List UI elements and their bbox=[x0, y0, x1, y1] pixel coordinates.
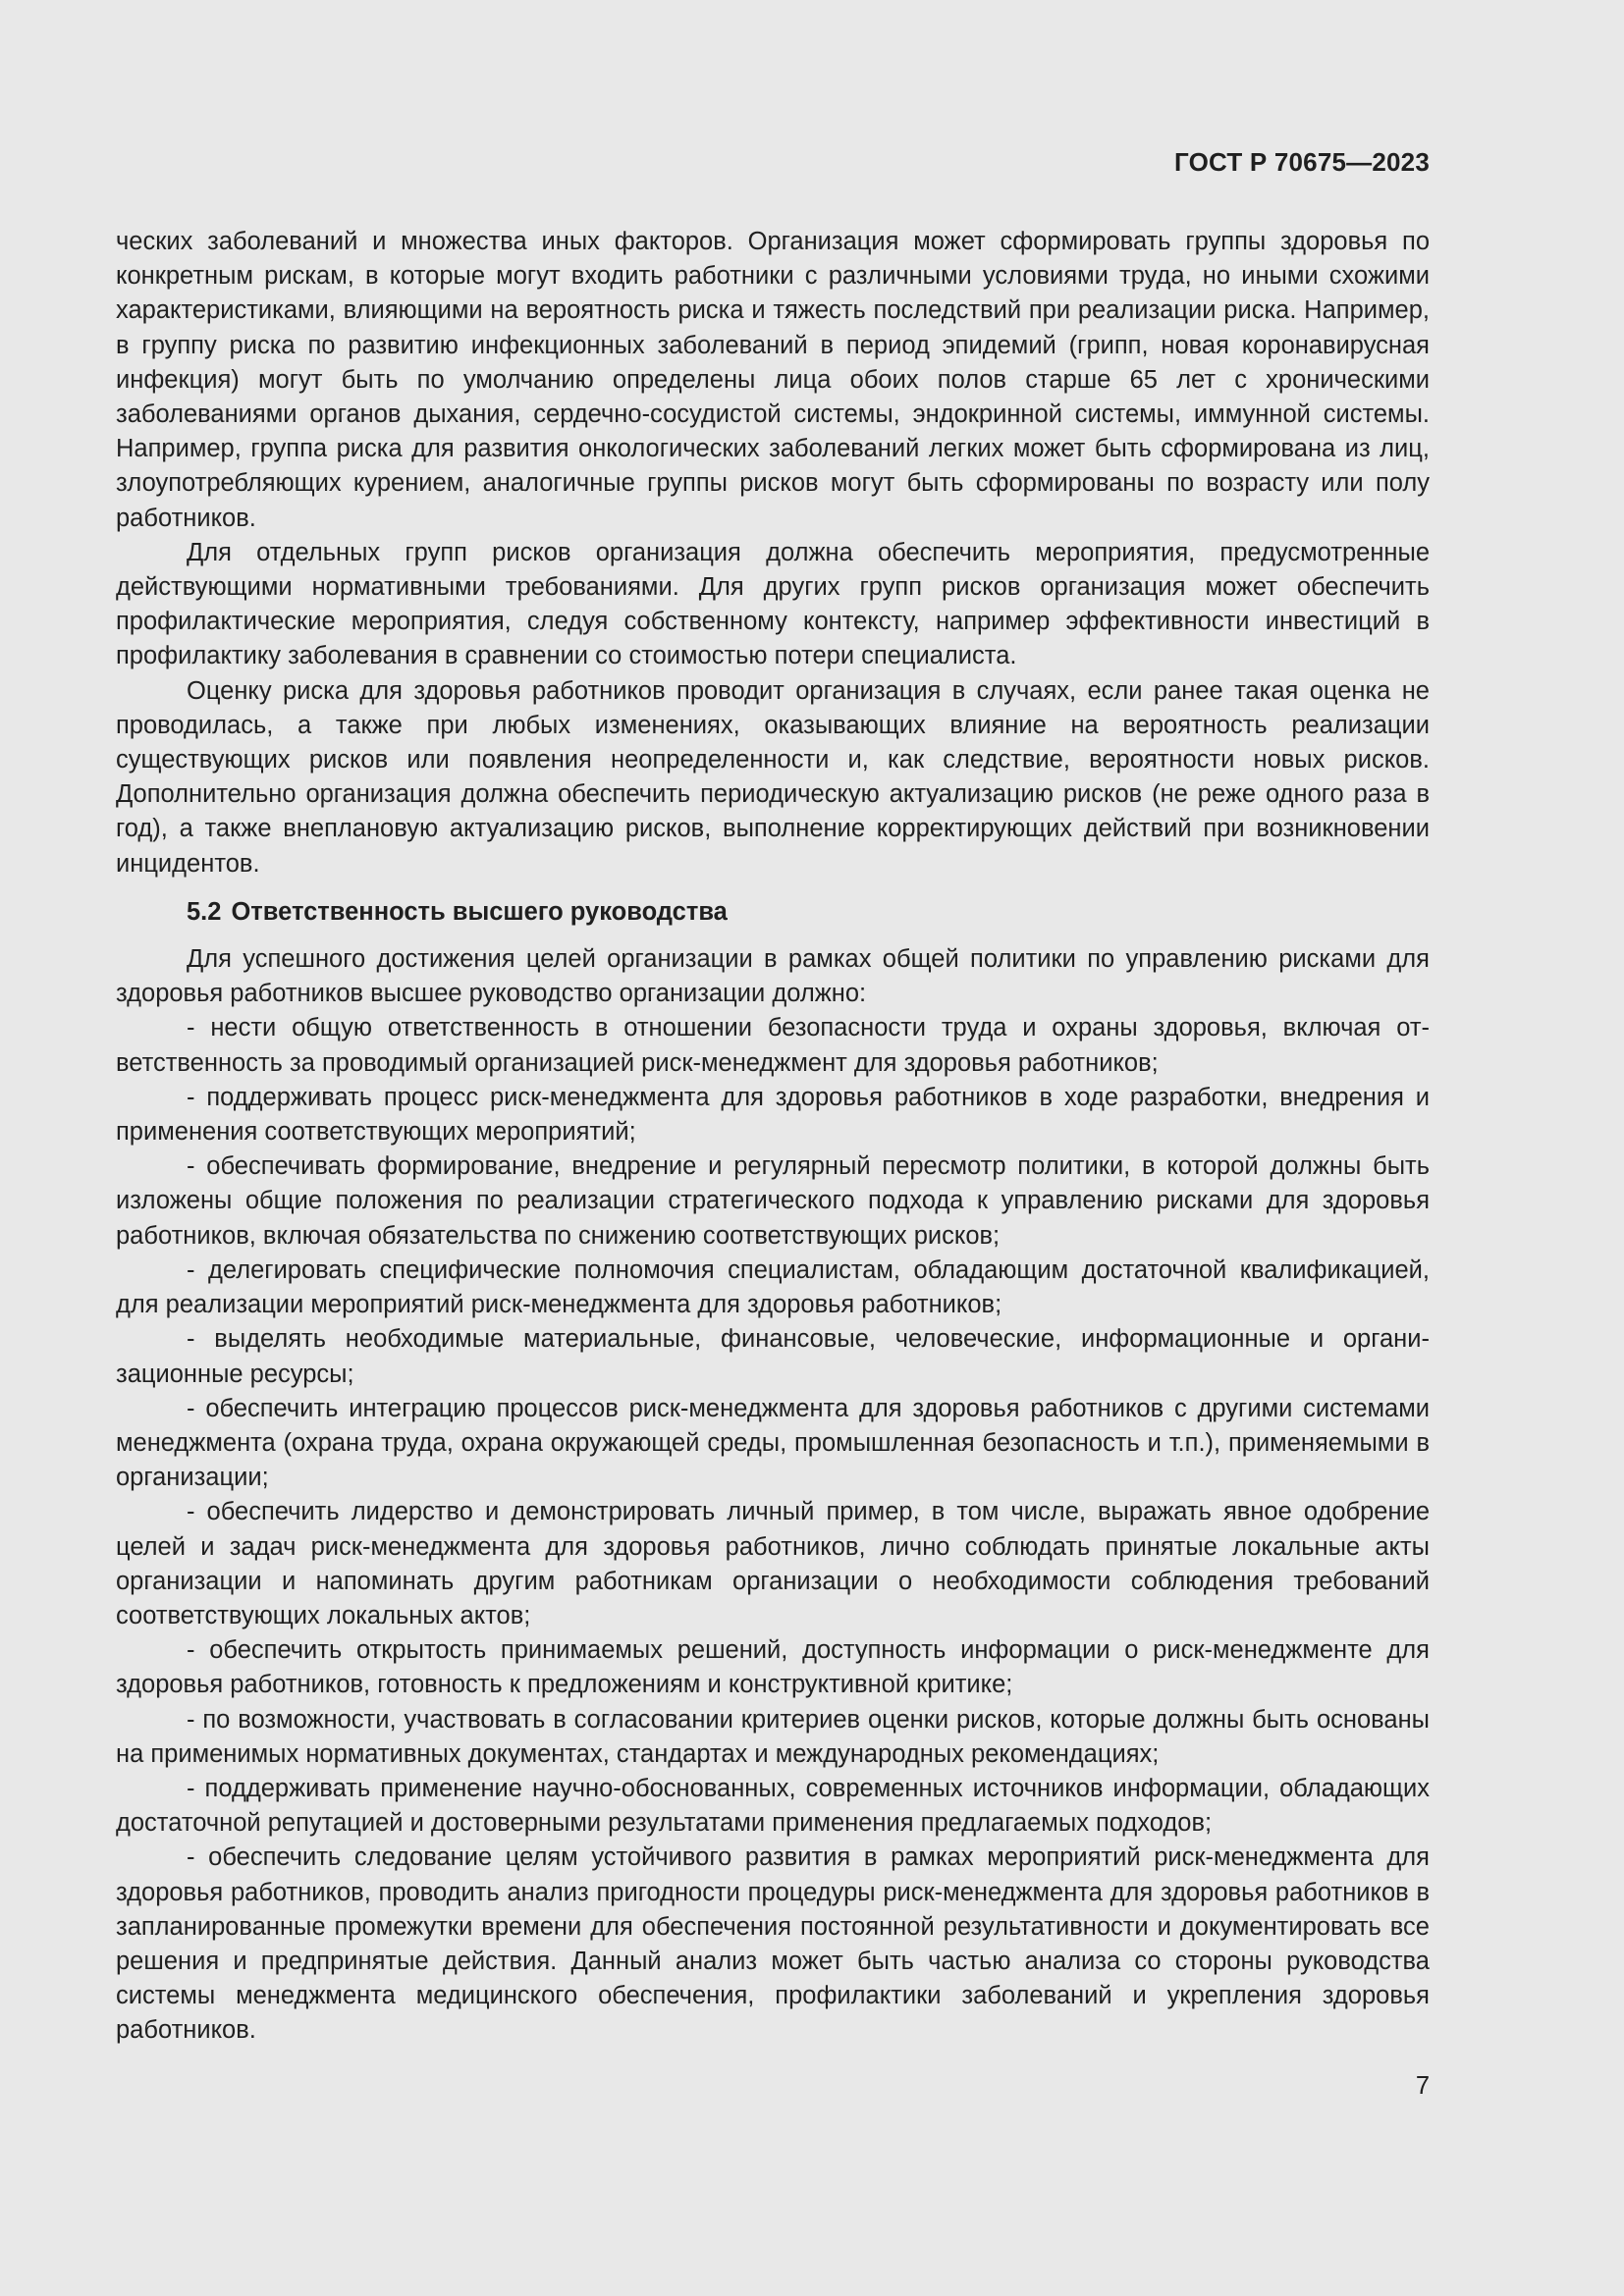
list-item: - обеспечить интеграцию процессов риск-менеджмента для здоровья работников с другими системами менеджмента (охрана труда, охрана окружающей среды, промышленная безопасность и т.п.), применяемыми в организации; bbox=[116, 1394, 1430, 1492]
list-item: - обеспечить следование целям устойчивого развития в рамках мероприятий риск-менеджмента для здоровья работников, проводить анализ пригодности процедуры риск-менеджмента для здоровья работников в запланированные промежутки времени для обеспечения постоянной результативности и документировать все решения и предпринятые действия. Данный анализ может быть частью анализа со стороны руководства системы менеджмента медицинского обеспечения, профилактики заболеваний и укрепления здоровья работников. bbox=[116, 1843, 1430, 2045]
list-item: - нести общую ответственность в отношении безопасности труда и охраны здоровья, включая ответственность за проводимый организацией риск-менеджмент для здоровья работников; bbox=[116, 1014, 1430, 1077]
section-heading bbox=[187, 895, 1430, 930]
document-code-header: ГОСТ Р 70675—2023 bbox=[1174, 147, 1430, 177]
page-number: 7 bbox=[1415, 2072, 1430, 2100]
section-intro: Для успешного достижения целей организации в рамках общей политики по управлению рисками для здоровья работников высшее руководство организации должно: bbox=[116, 945, 1430, 1008]
list-item: - выделять необходимые материальные, финансовые, человеческие, информационные и организационные ресурсы; bbox=[116, 1325, 1430, 1388]
list-item: - делегировать специфические полномочия специалистам, обладающим достаточной квалификацией, для реализации мероприятий риск-менеджмента для здоровья работников; bbox=[116, 1255, 1430, 1319]
list-item: - обеспечить лидерство и демонстрировать личный пример, в том числе, выражать явное одобрение целей и задач риск-менеджмента для здоровья работников, лично соблюдать принятые локальные акты организации и напоминать другим работникам организации о необходимости соблюдения требований соответствующих локальных актов; bbox=[116, 1498, 1430, 1629]
document-body bbox=[116, 225, 1430, 2049]
list-item: - обеспечивать формирование, внедрение и регулярный пересмотр политики, в которой должны быть изложены общие положения по реализации стратегического подхода к управлению рисками для здоровья работников, включая обязательства по снижению соответствующих рисков; bbox=[116, 1152, 1430, 1250]
paragraph-continuation: ческих заболеваний и множества иных факторов. Организация может сформировать группы здоровья по конкретным рискам, в которые могут входить работники с различными условиями труда, но иными схожими характеристиками, влияющими на вероятность риска и тяжесть последствий при реализации риска. Например, в группу риска по развитию инфекционных заболеваний в период эпидемий (грипп, новая коронавирусная инфекция) могут быть по умолчанию определены лица обоих полов старше 65 лет с хроническими заболеваниями органов дыхания, сердечно-сосудистой системы, эндокринной системы, иммунной системы. Например, группа риска для развития онкологических заболеваний легких может быть сформирована из лиц, злоупотребляющих курением, аналогичные группы рисков могут быть сформированы по возрасту или полу работников. bbox=[116, 228, 1430, 532]
section-number: 5.2 bbox=[187, 897, 222, 926]
list-item: - поддерживать применение научно-обоснованных, современных источников информации, обладающих достаточной репутацией и достоверными результатами применения предлагаемых подходов; bbox=[116, 1774, 1430, 1838]
paragraph: Для отдельных групп рисков организация должна обеспечить мероприятия, предусмотренные действующими нормативными требованиями. Для других групп рисков организация может обеспечить профилактические мероприятия, следуя собственному контексту, например эффективности инвестиций в профилактику заболевания в сравнении со стоимостью потери специалиста. bbox=[116, 538, 1430, 670]
list-item: - обеспечить открытость принимаемых решений, доступность информации о риск-менеджменте для здоровья работников, готовность к предложениям и конструктивной критике; bbox=[116, 1636, 1430, 1699]
paragraph: Оценку риска для здоровья работников проводит организация в случаях, если ранее такая оценка не проводилась, а также при любых изменениях, оказывающих влияние на вероятность реализации существующих рисков или появления неопределенности и, как следствие, вероятности новых рисков. Дополнительно организация должна обеспечить периодическую актуализацию рисков (не реже одного раза в год), а также внеплановую актуализацию рисков, выполнение корректирующих действий при возникновении инцидентов. bbox=[116, 676, 1430, 878]
section-title: Ответственность высшего руководства bbox=[231, 897, 728, 926]
list-item: - поддерживать процесс риск-менеджмента для здоровья работников в ходе разработки, внедрения и применения соответствующих мероприятий; bbox=[116, 1083, 1430, 1147]
document-page bbox=[116, 0, 1430, 2296]
list-item: - по возможности, участвовать в согласовании критериев оценки рисков, которые должны быть основаны на применимых нормативных документах, стандартах и международных рекомендациях; bbox=[116, 1705, 1430, 1768]
